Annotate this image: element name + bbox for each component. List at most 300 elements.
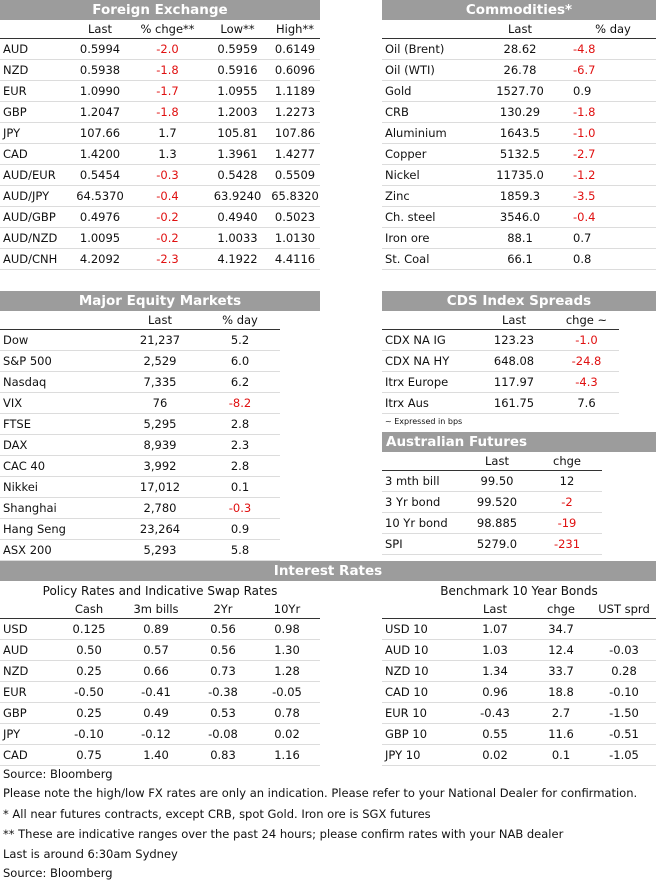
table-row [0,619,320,640]
cell-value: 12.4 [530,640,592,661]
footnote: ** These are indicative ranges over the past 24 hours; please confirm rates with your NAB dealer [3,827,564,841]
cell-value: 1.0955 [205,81,270,102]
bonds-table [382,600,656,766]
commodities-title: Commodities* [382,0,656,20]
column-header [0,600,58,619]
row-label: Itrx Europe [382,372,474,393]
cell-value: 1.34 [460,661,530,682]
cell-value: 7.6 [554,393,619,414]
cell-value: 1.0095 [70,228,130,249]
cell-value: 0.4940 [205,207,270,228]
cell-value: 1527.70 [470,81,570,102]
cell-value: -231 [532,534,602,555]
cell-value: -4.8 [570,39,656,60]
row-label: CAD [0,144,70,165]
row-label: Oil (Brent) [382,39,470,60]
table-row [382,640,656,661]
header-row [0,311,320,330]
row-label: Copper [382,144,470,165]
cds-title: CDS Index Spreads [382,291,656,311]
cell-value: 0.83 [192,745,254,766]
row-label: CRB [382,102,470,123]
table-row [382,661,656,682]
table-row [0,540,320,561]
cell-value: 28.62 [470,39,570,60]
cell-value: 0.49 [120,703,192,724]
table-row [0,703,320,724]
row-label: DAX [0,435,120,456]
row-label: CAD [0,745,58,766]
cell-value: -0.3 [200,498,280,519]
cell-value: 0.7 [570,228,656,249]
header-row [382,311,656,330]
row-label: AUD/EUR [0,165,70,186]
row-label: Hang Seng [0,519,120,540]
cell-value: 0.50 [58,640,120,661]
cell-value: -0.2 [130,207,205,228]
equities-table [0,311,320,561]
table-row [0,330,320,351]
cell-value: 0.5938 [70,60,130,81]
cell-value: 1.3961 [205,144,270,165]
cell-value: 0.28 [592,661,656,682]
cell-value: 123.23 [474,330,554,351]
column-header: Last [120,311,200,330]
cell-value: -1.7 [130,81,205,102]
cell-value: -19 [532,513,602,534]
cell-value: 1.4200 [70,144,130,165]
cell-value: 6.0 [200,351,280,372]
table-row [382,81,656,102]
cell-value: 0.5428 [205,165,270,186]
cell-value: -0.38 [192,682,254,703]
column-header [382,20,470,39]
table-row [0,498,320,519]
cell-value: 64.5370 [70,186,130,207]
footnote: * All near futures contracts, except CRB, spot Gold. Iron ore is SGX futures [3,807,431,821]
futures-title: Australian Futures [382,432,656,452]
row-label: CAD 10 [382,682,460,703]
header-row [0,20,320,39]
cell-value: -0.50 [58,682,120,703]
cell-value: 0.5509 [270,165,320,186]
table-row [0,102,320,123]
cell-value: 0.73 [192,661,254,682]
cell-value [592,619,656,640]
cell-value: 18.8 [530,682,592,703]
cell-value: 1.2273 [270,102,320,123]
cell-value: -1.2 [570,165,656,186]
column-header: % chge** [130,20,205,39]
cell-value: -6.7 [570,60,656,81]
cell-value: 0.9 [570,81,656,102]
policy-title: Policy Rates and Indicative Swap Rates [42,584,278,598]
column-header: 10Yr [254,600,320,619]
cell-value: 0.5916 [205,60,270,81]
footnote: Source: Bloomberg [3,767,113,781]
table-row [0,123,320,144]
bonds-title: Benchmark 10 Year Bonds [440,584,598,598]
table-row [382,144,656,165]
table-row [0,228,320,249]
cell-value: 2.7 [530,703,592,724]
cell-value: 0.66 [120,661,192,682]
row-label: GBP 10 [382,724,460,745]
cell-value: 1.40 [120,745,192,766]
table-row [382,207,656,228]
column-header: 3m bills [120,600,192,619]
cell-value: 130.29 [470,102,570,123]
cell-value: -0.10 [592,682,656,703]
cell-value: 0.25 [58,661,120,682]
cell-value: 0.55 [460,724,530,745]
cell-value: 34.7 [530,619,592,640]
table-row [382,123,656,144]
commodities-table [382,20,656,270]
cell-value: 161.75 [474,393,554,414]
cell-value: 6.2 [200,372,280,393]
row-label: NZD 10 [382,661,460,682]
cell-value: 1.2047 [70,102,130,123]
cell-value: 2.8 [200,456,280,477]
column-header: % day [570,20,656,39]
column-header: chge [530,600,592,619]
cell-value: -0.4 [130,186,205,207]
cell-value: -1.0 [554,330,619,351]
cell-value: -8.2 [200,393,280,414]
row-label: Ch. steel [382,207,470,228]
row-label: 10 Yr bond [382,513,462,534]
row-label: CDX NA IG [382,330,474,351]
cds-note: ~ Expressed in bps [385,417,463,426]
row-label: Itrx Aus [382,393,474,414]
cell-value: 99.520 [462,492,532,513]
row-label: 3 mth bill [382,471,462,492]
cell-value: -0.3 [130,165,205,186]
column-header: Last [470,20,570,39]
row-label: USD [0,619,58,640]
cell-value: 1.2003 [205,102,270,123]
cell-value: 11.6 [530,724,592,745]
cell-value: 23,264 [120,519,200,540]
row-label: AUD [0,39,70,60]
cell-value: -1.8 [130,102,205,123]
row-label: JPY [0,123,70,144]
table-row [0,60,320,81]
cell-value: -2.3 [130,249,205,270]
cell-value: -0.4 [570,207,656,228]
cell-value: 0.9 [200,519,280,540]
row-label: AUD/NZD [0,228,70,249]
cell-value: 1.1189 [270,81,320,102]
column-header: Last [462,452,532,471]
row-label: AUD/JPY [0,186,70,207]
row-label: S&P 500 [0,351,120,372]
cell-value: -0.41 [120,682,192,703]
cell-value: 1.4277 [270,144,320,165]
table-row [382,330,656,351]
column-header: Cash [58,600,120,619]
row-label: USD 10 [382,619,460,640]
cell-value: 0.96 [460,682,530,703]
cell-value: 0.56 [192,640,254,661]
table-row [382,534,656,555]
column-header: chge [532,452,602,471]
cell-value: 0.125 [58,619,120,640]
table-row [0,144,320,165]
cell-value: 33.7 [530,661,592,682]
cell-value: -3.5 [570,186,656,207]
cell-value: 0.5959 [205,39,270,60]
column-header: 2Yr [192,600,254,619]
cell-value: 88.1 [470,228,570,249]
cell-value: 648.08 [474,351,554,372]
cell-value: 99.50 [462,471,532,492]
row-label: CDX NA HY [382,351,474,372]
table-row [0,207,320,228]
cell-value: 1859.3 [470,186,570,207]
row-label: GBP [0,102,70,123]
cell-value: -0.03 [592,640,656,661]
column-header: UST sprd [592,600,656,619]
futures-panel [382,432,656,555]
header-row [382,452,656,471]
column-header: Last [460,600,530,619]
cell-value: 5.8 [200,540,280,561]
cell-value: -1.50 [592,703,656,724]
column-header [0,311,120,330]
cell-value: 0.75 [58,745,120,766]
cell-value: 8,939 [120,435,200,456]
cell-value: -1.8 [130,60,205,81]
column-header: chge ~ [554,311,619,330]
table-row [0,477,320,498]
row-label: AUD [0,640,58,661]
table-row [0,661,320,682]
column-header: % day [200,311,280,330]
cell-value: 117.97 [474,372,554,393]
fx-panel [0,0,320,270]
cell-value: -0.2 [130,228,205,249]
policy-panel [0,583,320,766]
cell-value: -2.0 [130,39,205,60]
row-label: JPY 10 [382,745,460,766]
cell-value: 0.98 [254,619,320,640]
cell-value: 4.1922 [205,249,270,270]
cell-value: 1.07 [460,619,530,640]
cell-value: 3,992 [120,456,200,477]
row-label: Dow [0,330,120,351]
cell-value: 1.0033 [205,228,270,249]
cell-value: 1.0130 [270,228,320,249]
cell-value: 5,295 [120,414,200,435]
cell-value: 0.56 [192,619,254,640]
cell-value: 98.885 [462,513,532,534]
row-label: AUD/GBP [0,207,70,228]
cell-value: -1.8 [570,102,656,123]
cell-value: 1.0990 [70,81,130,102]
table-row [0,724,320,745]
cell-value: 5,293 [120,540,200,561]
cell-value: 0.5023 [270,207,320,228]
cell-value: 1.28 [254,661,320,682]
cell-value: 107.86 [270,123,320,144]
table-row [0,682,320,703]
table-row [382,102,656,123]
cell-value: 1.3 [130,144,205,165]
cell-value: -24.8 [554,351,619,372]
cell-value: 0.89 [120,619,192,640]
row-label: CAC 40 [0,456,120,477]
cell-value: 1.16 [254,745,320,766]
cell-value: -0.43 [460,703,530,724]
equities-panel [0,291,320,561]
cell-value: 1.7 [130,123,205,144]
table-row [382,703,656,724]
table-row [382,745,656,766]
cell-value: -0.05 [254,682,320,703]
row-label: Nasdaq [0,372,120,393]
cell-value: 2.8 [200,414,280,435]
cell-value: 2.3 [200,435,280,456]
table-row [0,165,320,186]
row-label: AUD/CNH [0,249,70,270]
row-label: AUD 10 [382,640,460,661]
table-row [382,372,656,393]
row-label: NZD [0,60,70,81]
fx-title: Foreign Exchange [0,0,320,20]
header-row [382,600,656,619]
cell-value: 0.02 [254,724,320,745]
row-label: Oil (WTI) [382,60,470,81]
table-row [0,372,320,393]
header-row [382,20,656,39]
table-row [382,186,656,207]
cell-value: 7,335 [120,372,200,393]
row-label: EUR 10 [382,703,460,724]
table-row [0,435,320,456]
row-label: NZD [0,661,58,682]
cell-value: 2,529 [120,351,200,372]
cell-value: -1.0 [570,123,656,144]
row-label: Nikkei [0,477,120,498]
cell-value: 0.1 [200,477,280,498]
cell-value: -0.08 [192,724,254,745]
row-label: Zinc [382,186,470,207]
table-row [382,60,656,81]
table-row [382,393,656,414]
table-row [0,393,320,414]
cell-value: 4.4116 [270,249,320,270]
cell-value: 11735.0 [470,165,570,186]
table-row [382,228,656,249]
column-header [382,600,460,619]
table-row [0,249,320,270]
equities-title: Major Equity Markets [0,291,320,311]
fx-table [0,20,320,270]
cell-value: -2.7 [570,144,656,165]
header-row [0,600,320,619]
table-row [382,724,656,745]
table-row [0,519,320,540]
row-label: Iron ore [382,228,470,249]
cell-value: 26.78 [470,60,570,81]
cell-value: 17,012 [120,477,200,498]
cell-value: 0.57 [120,640,192,661]
futures-table [382,452,656,555]
table-row [382,682,656,703]
table-row [382,471,656,492]
cell-value: 5279.0 [462,534,532,555]
bonds-panel [382,583,656,766]
cell-value: 0.8 [570,249,656,270]
column-header: High** [270,20,320,39]
commodities-panel [382,0,656,270]
table-row [0,81,320,102]
cell-value: 1.03 [460,640,530,661]
footnote: Source: Bloomberg [3,866,113,880]
cell-value: 0.25 [58,703,120,724]
cell-value: -0.10 [58,724,120,745]
cell-value: 0.53 [192,703,254,724]
table-row [382,492,656,513]
row-label: EUR [0,682,58,703]
cell-value: 3546.0 [470,207,570,228]
row-label: Nickel [382,165,470,186]
cell-value: 0.78 [254,703,320,724]
cell-value: 0.1 [530,745,592,766]
cell-value: 21,237 [120,330,200,351]
row-label: ASX 200 [0,540,120,561]
row-label: St. Coal [382,249,470,270]
column-header: Last [474,311,554,330]
table-row [0,351,320,372]
row-label: 3 Yr bond [382,492,462,513]
table-row [0,456,320,477]
cell-value: 1643.5 [470,123,570,144]
table-row [382,513,656,534]
interest-title: Interest Rates [0,561,656,581]
cell-value: 12 [532,471,602,492]
row-label: Shanghai [0,498,120,519]
cds-table [382,311,656,414]
cell-value: 2,780 [120,498,200,519]
cell-value: -0.12 [120,724,192,745]
table-row [382,619,656,640]
column-header: Last [70,20,130,39]
cds-panel [382,291,656,428]
table-row [382,351,656,372]
cell-value: 0.6096 [270,60,320,81]
table-row [0,414,320,435]
table-row [0,39,320,60]
column-header [382,452,462,471]
cell-value: 105.81 [205,123,270,144]
table-row [0,186,320,207]
cell-value: 65.8320 [270,186,320,207]
table-row [382,249,656,270]
row-label: FTSE [0,414,120,435]
footnote: Last is around 6:30am Sydney [3,847,178,861]
cell-value: 0.5994 [70,39,130,60]
cell-value: 5.2 [200,330,280,351]
cell-value: 76 [120,393,200,414]
cell-value: -2 [532,492,602,513]
column-header: Low** [205,20,270,39]
row-label: Gold [382,81,470,102]
cell-value: 66.1 [470,249,570,270]
row-label: GBP [0,703,58,724]
